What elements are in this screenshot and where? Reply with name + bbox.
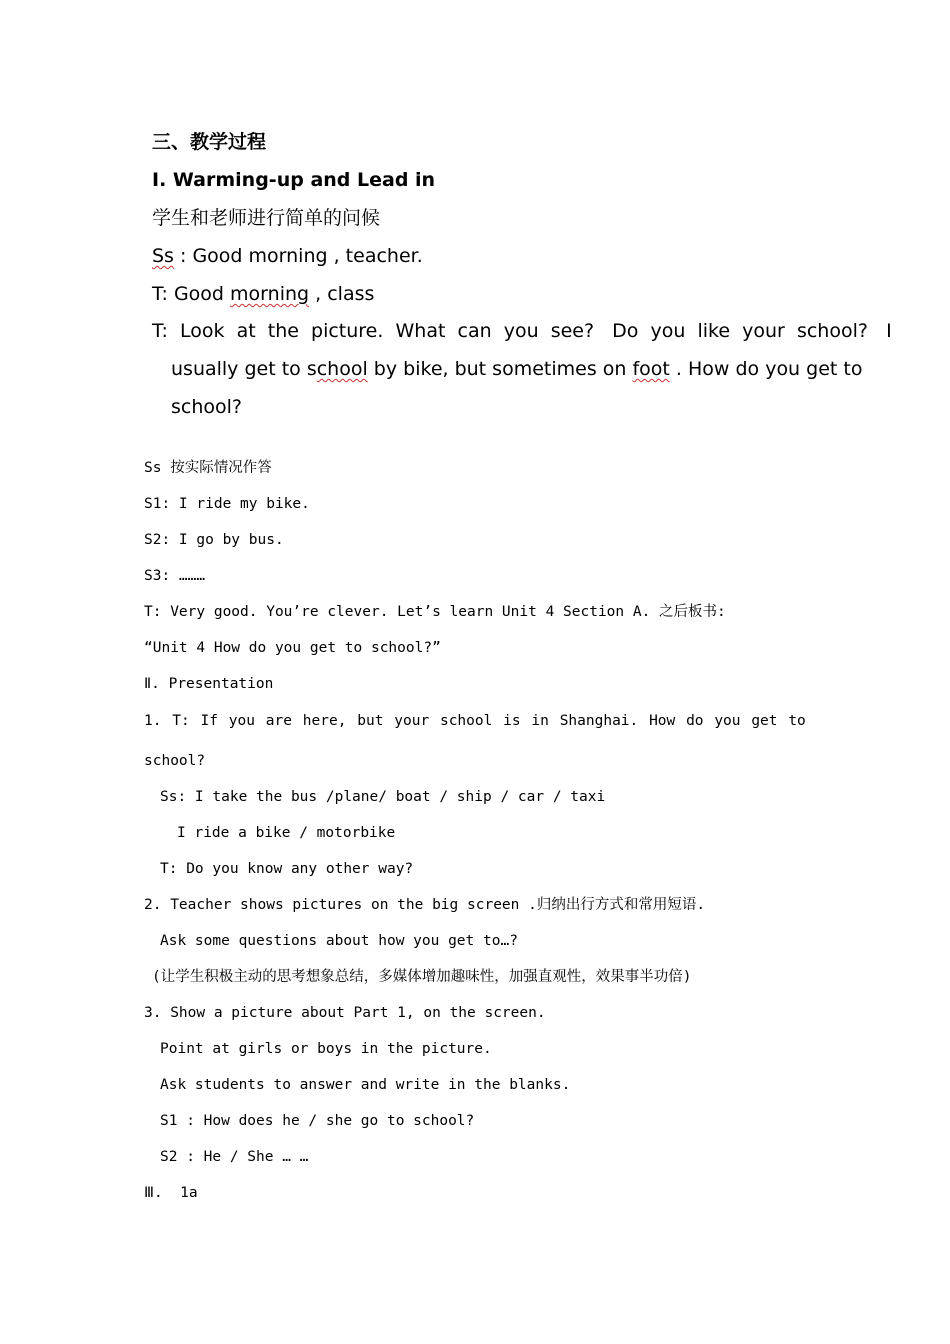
tq-part-a: usually get to s bbox=[171, 358, 317, 380]
item1-word: school bbox=[439, 713, 493, 729]
item3-s1: S1 : How does he / she go to school? bbox=[160, 1113, 475, 1129]
answers-note: Ss 按实际情况作答 bbox=[144, 460, 272, 476]
item1-teacher-question: T: Do you know any other way? bbox=[160, 861, 414, 877]
ss-speaker: Ss bbox=[152, 245, 174, 267]
item3-point: Point at girls or boys in the picture. bbox=[160, 1041, 492, 1057]
item1-word: you bbox=[714, 713, 741, 729]
item1-word: If bbox=[200, 713, 218, 729]
teacher-question-line1: T: Look at the picture. What can you see? Do you like your school? I bbox=[152, 320, 892, 342]
item1-line1 bbox=[144, 713, 806, 729]
board-writing: “Unit 4 How do you get to school?” bbox=[144, 640, 441, 656]
tq-part-e: . How do you get to bbox=[669, 358, 863, 380]
item1-word: are bbox=[265, 713, 292, 729]
item3: 3. Show a picture about Part 1, on the screen. bbox=[144, 1005, 546, 1021]
item1-word: How bbox=[649, 713, 676, 729]
teacher-greeting bbox=[152, 285, 374, 304]
answer-s1: S1: I ride my bike. bbox=[144, 496, 310, 512]
item1-word: T: bbox=[172, 713, 190, 729]
item1-word: is bbox=[503, 713, 521, 729]
item1-word: Shanghai. bbox=[559, 713, 639, 729]
section-heading: 三、教学过程 bbox=[152, 131, 267, 153]
teacher-reply: T: Very good. You’re clever. Let’s learn Unit 4 Section A. 之后板书: bbox=[144, 604, 726, 620]
ss-greeting bbox=[152, 247, 423, 266]
teacher-question-line3: school? bbox=[171, 396, 242, 418]
part1-intro: 学生和老师进行简单的问候 bbox=[152, 207, 381, 229]
item1-word: to bbox=[788, 713, 806, 729]
item1-ss-answer: Ss: I take the bus /plane/ boat / ship / car / taxi bbox=[160, 789, 606, 805]
part3-heading: Ⅲ. 1a bbox=[144, 1185, 198, 1201]
item1-word: your bbox=[394, 713, 430, 729]
ss-greeting-text: : Good morning , teacher. bbox=[173, 245, 423, 267]
answer-s3: S3: ……… bbox=[144, 568, 206, 584]
item3-ask: Ask students to answer and write in the blanks. bbox=[160, 1077, 571, 1093]
tq-part-b: chool bbox=[316, 358, 368, 380]
item1-word: get bbox=[751, 713, 778, 729]
item1-word: do bbox=[686, 713, 704, 729]
item2: 2. Teacher shows pictures on the big screen .归纳出行方式和常用短语. bbox=[144, 897, 706, 913]
tq-part-d: foot bbox=[632, 358, 670, 380]
teacher-greeting-suffix: , class bbox=[309, 283, 375, 305]
item1-word: in bbox=[531, 713, 549, 729]
item1-word: you bbox=[228, 713, 255, 729]
item3-s2: S2 : He / She … … bbox=[160, 1149, 309, 1165]
item1-word: here, bbox=[302, 713, 347, 729]
teacher-greeting-word: morning bbox=[230, 283, 310, 305]
item1-line2: school? bbox=[144, 753, 206, 769]
item1-word: 1. bbox=[144, 713, 162, 729]
part1-heading: Ⅰ. Warming-up and Lead in bbox=[152, 169, 436, 191]
item1-ride-answer: I ride a bike / motorbike bbox=[177, 825, 396, 841]
part2-heading: Ⅱ. Presentation bbox=[144, 676, 274, 692]
item2-ask: Ask some questions about how you get to…? bbox=[160, 933, 518, 949]
item2-note: (让学生积极主动的思考想象总结，多媒体增加趣味性，加强直观性，效果事半功倍) bbox=[152, 969, 692, 985]
answer-s2: S2: I go by bus. bbox=[144, 532, 284, 548]
teacher-greeting-prefix: T: Good bbox=[152, 283, 231, 305]
tq-part-c: by bike, but sometimes on bbox=[367, 358, 633, 380]
teacher-question-line2 bbox=[171, 360, 862, 379]
item1-word: but bbox=[357, 713, 384, 729]
